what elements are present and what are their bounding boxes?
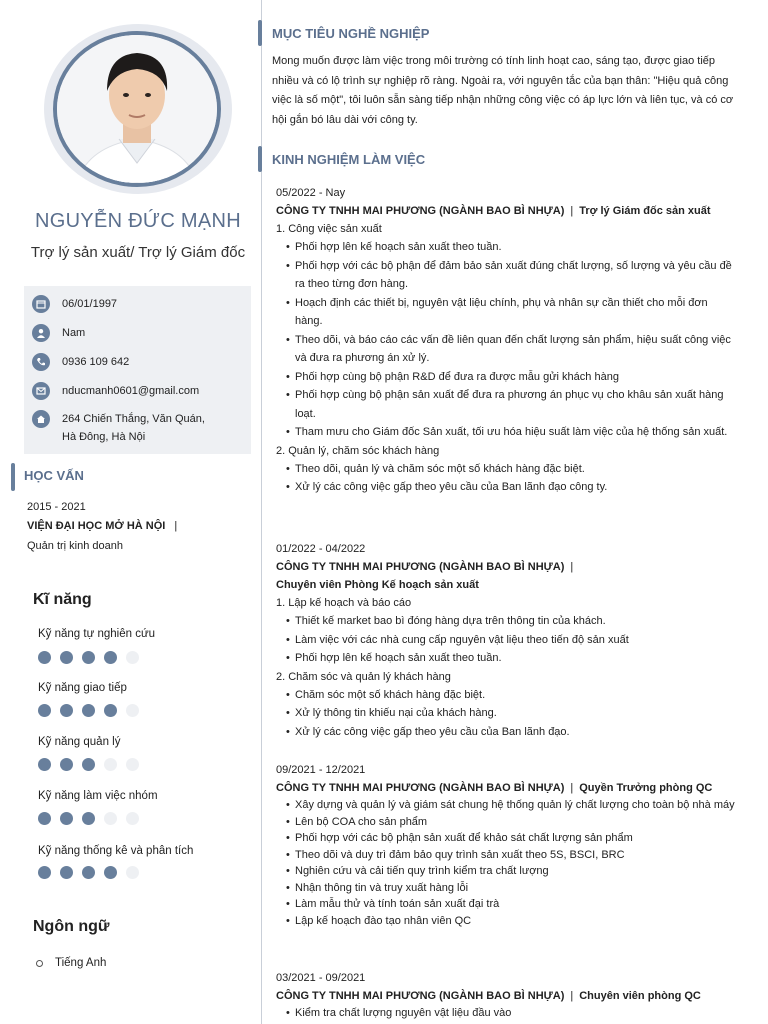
skill-dot-filled <box>82 758 95 771</box>
job-entry <box>276 969 738 1021</box>
job-entry <box>276 184 738 497</box>
job-task: • Hoạch định các thiết bị, nguyên vật liệu chính, phụ và nhân sự cần thiết cho mỗi đơn hàng. <box>288 294 738 331</box>
job-position: Quyền Trưởng phòng QC <box>579 782 713 794</box>
skill-dots <box>38 651 148 664</box>
skill-dot-empty <box>126 704 139 717</box>
job-company: CÔNG TY TNHH MAI PHƯƠNG (NGÀNH BAO BÌ NHỰA) <box>276 990 565 1002</box>
skill-dot-filled <box>38 704 51 717</box>
experience-bar <box>258 146 262 172</box>
contact-birthday <box>32 295 222 313</box>
skill-dot-empty <box>126 758 139 771</box>
job-group-title: 1. Lập kế hoạch và báo cáo <box>276 597 412 609</box>
skill-dot-empty <box>126 651 139 664</box>
phone-text[interactable]: 0936 109 642 <box>62 356 130 368</box>
job-task: • Phối hợp cùng bộ phận R&D để đưa ra được mẫu gửi khách hàng <box>288 368 738 387</box>
skill-label: Kỹ năng làm việc nhóm <box>38 790 158 802</box>
email-text[interactable]: nducmanh0601@gmail.com <box>62 385 200 397</box>
job-task: • Xử lý các công việc gấp theo yêu cầu của Ban lãnh đạo. <box>288 723 738 742</box>
job-task-list <box>276 686 738 742</box>
job-separator: | <box>570 782 574 794</box>
contact-gender <box>32 324 222 342</box>
job-task-list <box>276 612 738 668</box>
job-task: • Làm việc với các nhà cung cấp nguyên vật liệu theo tiến độ sản xuất <box>288 631 738 650</box>
job-title: Trợ lý sản xuất/ Trợ lý Giám đốc <box>30 244 246 261</box>
job-task: • Xử lý các công việc gấp theo yêu cầu của Ban lãnh đạo công ty. <box>288 478 738 497</box>
skill-label: Kỹ năng thống kê và phân tích <box>38 845 194 857</box>
skill-dot-filled <box>60 866 73 879</box>
job-task: • Phối hợp với các bộ phận để đảm bảo sản xuất đúng chất lượng, số lượng và yêu cầu đề ra theo từng đơn hàng. <box>288 257 738 294</box>
job-task: • Làm mẫu thử và tính toán sản xuất đại trà <box>288 896 738 913</box>
job-period: 01/2022 - 04/2022 <box>276 543 366 555</box>
job-company: CÔNG TY TNHH MAI PHƯƠNG (NGÀNH BAO BÌ NHỰA) <box>276 561 565 573</box>
skill-dots <box>38 758 148 771</box>
job-period: 03/2021 - 09/2021 <box>276 972 366 984</box>
skill-dot-filled <box>82 866 95 879</box>
job-task: • Theo dõi và duy trì đảm bảo quy trình sản xuất theo 5S, BSCI, BRC <box>288 847 738 864</box>
job-task: • Phối hợp cùng bộ phận sản xuất để đưa ra phương án phục vụ cho khâu sản xuất hàng loạt. <box>288 386 738 423</box>
job-task: • Nhận thông tin và truy xuất hàng lỗi <box>288 880 738 897</box>
contact-box <box>24 286 251 454</box>
skill-dot-filled <box>104 704 117 717</box>
email-icon <box>32 382 50 400</box>
job-company-line <box>276 779 738 797</box>
skill-dot-filled <box>60 704 73 717</box>
job-task: • Tham mưu cho Giám đốc Sản xuất, tối ưu hóa hiệu suất làm việc của hệ thống sản xuất. <box>288 423 738 442</box>
education-separator: | <box>174 520 178 532</box>
job-task: • Phối hợp lên kế hoạch sản xuất theo tuần. <box>288 649 738 668</box>
calendar-icon <box>32 295 50 313</box>
education-school: VIỆN ĐẠI HỌC MỞ HÀ NỘI <box>27 520 166 532</box>
job-task: • Thiết kế market bao bì đóng hàng dựa trên thông tin của khách. <box>288 612 738 631</box>
job-task: • Phối hợp với các bộ phận sản xuất để khảo sát chất lượng sản phẩm <box>288 830 738 847</box>
skill-dot-filled <box>38 758 51 771</box>
skill-dot-filled <box>104 866 117 879</box>
job-company-line <box>276 558 738 576</box>
job-period: 05/2022 - Nay <box>276 187 346 199</box>
job-task-list <box>276 460 738 497</box>
avatar <box>53 31 221 187</box>
skill-dot-filled <box>82 812 95 825</box>
skill-dots <box>38 812 148 825</box>
job-separator: | <box>570 990 574 1002</box>
person-icon <box>32 324 50 342</box>
skill-dot-filled <box>60 812 73 825</box>
job-group-title: 2. Quản lý, chăm sóc khách hàng <box>276 444 440 457</box>
full-name: NGUYỄN ĐỨC MẠNH <box>34 210 242 232</box>
education-school-line <box>27 519 177 534</box>
job-task-list <box>276 797 738 929</box>
skill-dot-empty <box>104 812 117 825</box>
job-task: • Theo dõi, quản lý và chăm sóc một số khách hàng đặc biệt. <box>288 460 738 479</box>
objective-heading: MỤC TIÊU NGHỀ NGHIỆP <box>272 26 430 41</box>
skill-dot-filled <box>60 758 73 771</box>
skill-dot-filled <box>82 651 95 664</box>
job-position: Trợ lý Giám đốc sản xuất <box>579 205 711 217</box>
job-position: Chuyên viên phòng QC <box>579 990 701 1002</box>
job-task-list <box>276 238 738 442</box>
job-task: • Kiểm tra chất lượng nguyên vật liệu đầu vào <box>288 1005 738 1021</box>
skill-dot-filled <box>38 866 51 879</box>
experience-heading: KINH NGHIỆM LÀM VIỆC <box>272 152 426 167</box>
job-period: 09/2021 - 12/2021 <box>276 764 366 776</box>
address-text: 264 Chiến Thắng, Văn Quán, Hà Đông, Hà Nội <box>62 413 205 443</box>
skill-label: Kỹ năng tự nghiên cứu <box>38 628 156 640</box>
language-item <box>36 957 106 969</box>
job-separator: | <box>570 561 574 573</box>
home-icon <box>32 410 50 428</box>
job-task: • Phối hợp lên kế hoạch sản xuất theo tuần. <box>288 238 738 257</box>
job-entry <box>276 540 738 741</box>
skill-dots <box>38 704 148 717</box>
job-company: CÔNG TY TNHH MAI PHƯƠNG (NGÀNH BAO BÌ NHỰA) <box>276 205 565 217</box>
skill-dot-filled <box>60 651 73 664</box>
education-bar <box>11 463 15 491</box>
languages-heading: Ngôn ngữ <box>33 918 110 935</box>
job-group-title: 1. Công việc sản xuất <box>276 223 382 235</box>
gender-text: Nam <box>62 327 86 339</box>
job-separator: | <box>570 205 574 217</box>
objective-text: Mong muốn được làm việc trong môi trường có tính linh hoạt cao, sáng tạo, được giao tiếp nhiều và có lộ trình sự nghiệp rõ ràng. Ngoài ra, với nguyên tắc của bạn thân: "Hiệu quả công việc là số một", tôi luôn sẵn sàng tiếp nhận những công việc có áp lực lớn và liên tục, và có cơ hội gắn bó lâu dài với công ty. <box>272 55 734 126</box>
job-company-line <box>276 987 738 1005</box>
avatar-photo <box>57 35 217 183</box>
education-period: 2015 - 2021 <box>27 501 86 513</box>
skill-dot-empty <box>104 758 117 771</box>
job-group-title: 2. Chăm sóc và quản lý khách hàng <box>276 670 451 683</box>
phone-icon <box>32 353 50 371</box>
skill-dot-filled <box>38 651 51 664</box>
job-task: • Xây dựng và quản lý và giám sát chung hệ thống quản lý chất lượng cho toàn bộ nhà máy <box>288 797 738 814</box>
education-heading: HỌC VẤN <box>24 468 84 483</box>
job-entry <box>276 761 738 929</box>
contact-phone <box>32 353 222 371</box>
job-position: Chuyên viên Phòng Kế hoạch sản xuất <box>276 579 479 591</box>
skill-dot-empty <box>126 866 139 879</box>
job-task: • Theo dõi, và báo cáo các vấn đề liên quan đến chất lượng sản phẩm, hiệu suất công việc và đưa ra phương án xử lý. <box>288 331 738 368</box>
job-task: • Nghiên cứu và cải tiến quy trình kiểm tra chất lượng <box>288 863 738 880</box>
job-company-line <box>276 202 738 220</box>
job-company: CÔNG TY TNHH MAI PHƯƠNG (NGÀNH BAO BÌ NHỰA) <box>276 782 565 794</box>
contact-email <box>32 382 222 400</box>
job-task: • Lập kế hoạch đào tạo nhân viên QC <box>288 913 738 930</box>
skill-label: Kỹ năng quản lý <box>38 736 121 748</box>
job-task: • Chăm sóc một số khách hàng đặc biệt. <box>288 686 738 705</box>
sidebar <box>0 0 262 1024</box>
skill-dots <box>38 866 148 879</box>
circle-bullet-icon <box>36 960 43 967</box>
skill-label: Kỹ năng giao tiếp <box>38 682 127 694</box>
skill-dot-empty <box>126 812 139 825</box>
job-task-list <box>276 1005 738 1021</box>
birthday-text: 06/01/1997 <box>62 298 118 310</box>
job-task: • Lên bộ COA cho sản phẩm <box>288 814 738 831</box>
main-content <box>272 0 742 1024</box>
skill-dot-filled <box>104 651 117 664</box>
job-task: • Xử lý thông tin khiếu nại của khách hàng. <box>288 704 738 723</box>
language-label: Tiếng Anh <box>55 957 107 969</box>
skills-heading: Kĩ năng <box>33 591 92 608</box>
education-major: Quản trị kinh doanh <box>27 540 124 552</box>
skill-dot-filled <box>82 704 95 717</box>
contact-address <box>32 410 222 446</box>
skill-dot-filled <box>38 812 51 825</box>
objective-bar <box>258 20 262 46</box>
